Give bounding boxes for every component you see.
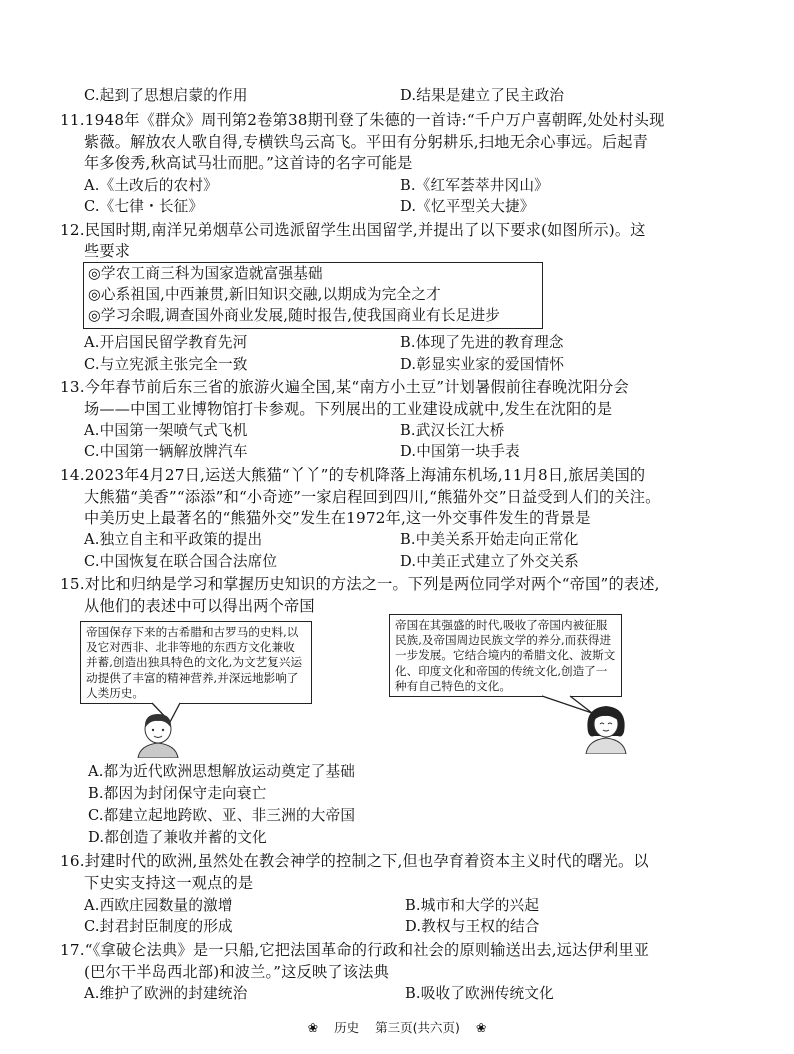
option-13-c: C.中国第一辆解放牌汽车 (84, 443, 248, 460)
footer-ornament-right-icon: ❀ (475, 1020, 487, 1035)
requirement-1: ◎学农工商三科为国家造就富强基础 (88, 265, 323, 282)
option-11-b: B.《红军荟萃井冈山》 (400, 177, 549, 194)
option-12-a: A.开启国民留学教育先河 (84, 334, 248, 351)
question-12-line-2: 些要求 (84, 242, 131, 260)
footer-page-number: 第三页(共六页) (375, 1020, 460, 1035)
question-13-line-1: 13.今年春节前后东三省的旅游火遍全国,某“南方小土豆”计划暑假前往春晚沈阳分会 (60, 378, 629, 396)
question-17-line-1: 17.“《拿破仑法典》是一只船,它把法国革命的行政和社会的原则输送出去,远达伊利里亚 (60, 941, 650, 959)
question-16-line-2: 下史实支持这一观点的是 (84, 874, 254, 892)
option-16-a: A.西欧庄园数量的激增 (84, 897, 233, 914)
question-14-line-2: 大熊猫“美香”“添添”和“小奇迹”一家启程回到四川,“熊猫外交”日益受到人们的关注。 (84, 488, 661, 506)
speech-bubble-left-text: 帝国保存下来的古希腊和古罗马的史料,以及它对西非、北非等地的东西方文化兼收并蓄,创造出独具特色的文化,为文艺复兴运动提供了丰富的精神营养,并深远地影响了人类历史。 (86, 625, 303, 700)
option-16-b: B.城市和大学的兴起 (405, 897, 540, 914)
option-12-b: B.体现了先进的教育理念 (400, 334, 564, 351)
question-16-line-1: 16.封建时代的欧洲,虽然处在教会神学的控制之下,但也孕育着资本主义时代的曙光。以 (60, 852, 649, 870)
option-11-d: D.《忆平型关大捷》 (400, 198, 535, 215)
question-15-line-2: 从他们的表述中可以得出两个帝国 (84, 597, 315, 615)
footer-subject: 历史 (334, 1020, 360, 1035)
option-14-c: C.中国恢复在联合国合法席位 (84, 553, 278, 570)
option-15-a: A.都为近代欧洲思想解放运动奠定了基础 (88, 763, 356, 780)
option-15-d: D.都创造了兼收并蓄的文化 (88, 829, 267, 846)
question-11-line-2: 紫薇。解放农人歌自得,专横铁鸟云高飞。平田有分躬耕乐,扫地无余心事远。后起青 (84, 133, 649, 151)
option-13-a: A.中国第一架喷气式飞机 (84, 422, 248, 439)
question-14-line-3: 中美历史上最著名的“熊猫外交”发生在1972年,这一外交事件发生的背景是 (84, 509, 591, 527)
option-11-a: A.《土改后的农村》 (84, 177, 218, 194)
option-12-d: D.彰显实业家的爱国情怀 (400, 356, 565, 373)
option-14-d: D.中美正式建立了外交关系 (400, 553, 579, 570)
requirement-3: ◎学习余暇,调查国外商业发展,随时报告,使我国商业有长足进步 (88, 307, 501, 324)
option-16-d: D.教权与王权的结合 (405, 918, 540, 935)
option-11-c: C.《七律・长征》 (84, 198, 204, 215)
question-12-line-1: 12.民国时期,南洋兄弟烟草公司选派留学生出国留学,并提出了以下要求(如图所示)。这 (60, 221, 646, 239)
option-15-b: B.都因为封闭保守走向衰亡 (88, 785, 267, 802)
speech-bubble-left (80, 621, 312, 704)
speech-bubble-right (389, 614, 622, 697)
question-11-line-1: 11.1948年《群众》周刊第2卷第38期刊登了朱德的一首诗:“千户万户喜朝晖,处处村头现 (60, 111, 665, 129)
question-13-line-2: 场——中国工业博物馆打卡参观。下列展出的工业建设成就中,发生在沈阳的是 (84, 400, 613, 418)
student-girl-illustration (580, 702, 632, 754)
option-14-a: A.独立自主和平政策的提出 (84, 531, 263, 548)
question-11-line-3: 年多俊秀,秋高试马壮而肥。”这首诗的名字可能是 (84, 154, 413, 172)
question-15-line-1: 15.对比和归纳是学习和掌握历史知识的方法之一。下列是两位同学对两个“帝国”的表述, (60, 575, 660, 593)
option-13-d: D.中国第一块手表 (400, 443, 520, 460)
question-14-line-1: 14.2023年4月27日,运送大熊猫“丫丫”的专机降落上海浦东机场,11月8日,旅居美国的 (60, 466, 646, 484)
requirement-2: ◎心系祖国,中西兼贯,新旧知识交融,以期成为完全之才 (88, 286, 441, 303)
footer-ornament-left-icon: ❀ (307, 1020, 319, 1035)
option-13-b: B.武汉长江大桥 (400, 422, 505, 439)
speech-bubble-right-text: 帝国在其强盛的时代,吸收了帝国内被征服民族,及帝国周边民族文学的养分,而获得进一步发展。它结合境内的希腊文化、波斯文化、印度文化和帝国的传统文化,创造了一种有自己特色的文化。 (395, 618, 616, 693)
option-17-a: A.维护了欧洲的封建统治 (84, 985, 248, 1002)
student-boy-illustration (130, 712, 186, 758)
option-16-c: C.封君封臣制度的形成 (84, 918, 233, 935)
option-12-c: C.与立宪派主张完全一致 (84, 356, 248, 373)
option-prev-c: C.起到了思想启蒙的作用 (84, 87, 248, 104)
option-15-c: C.都建立起地跨欧、亚、非三洲的大帝国 (88, 807, 356, 824)
option-17-b: B.吸收了欧洲传统文化 (405, 985, 554, 1002)
question-17-line-2: (巴尔干半岛西北部)和波兰。”这反映了该法典 (84, 963, 389, 981)
page-footer (0, 1018, 794, 1036)
option-prev-d: D.结果是建立了民主政治 (400, 87, 565, 104)
option-14-b: B.中美关系开始走向正常化 (400, 531, 579, 548)
